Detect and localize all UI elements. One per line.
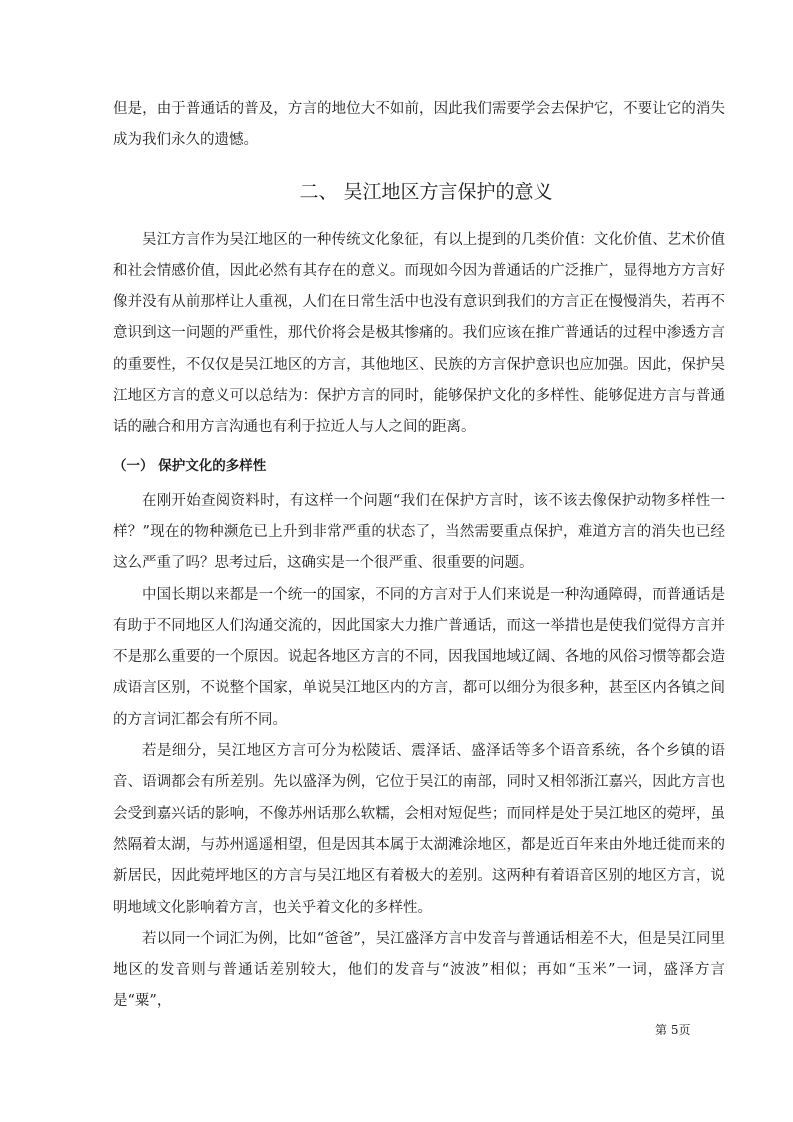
- body-paragraph: 若是细分，吴江地区方言可分为松陵话、震泽话、盛泽话等多个语音系统，各个乡镇的语音、语调都会有所差别。先以盛泽为例，它位于吴江的南部，同时又相邻浙江嘉兴，因此方言也会受到嘉兴话的影响，不像苏州话那么软糯，会相对短促些；而同样是处于吴江地区的菀坪，虽然隔着太湖，与苏州遥遥相望，但是因其本属于太湖滩涂地区，都是近百年来由外地迁徙而来的新居民，因此菀坪地区的方言与吴江地区有着极大的差别。这两种有着语音区别的地区方言，说明地域文化影响着方言，也关乎着文化的多样性。: [113, 743, 725, 916]
- section-heading: 二、 吴江地区方言保护的意义: [299, 180, 553, 203]
- section-paragraph: 吴江方言作为吴江地区的一种传统文化象征，有以上提到的几类价值：文化价值、艺术价值和社会情感价值，因此必然有其存在的意义。而现如今因为普通话的广泛推广，显得地方方言好像并没有从前那样让人重视，人们在日常生活中也没有意识到我们的方言正在慢慢消失，若再不意识到这一问题的严重性，那代价将会是极其惨痛的。我们应该在推广普通话的过程中渗透方言的重要性，不仅仅是吴江地区的方言，其他地区、民族的方言保护意识也应加强。因此，保护吴江地区方言的意义可以总结为：保护方言的同时，能够保护文化的多样性、能够促进方言与普通话的融合和用方言沟通也有利于拉近人与人之间的距离。: [113, 231, 725, 436]
- subsection-heading: （一） 保护文化的多样性: [113, 457, 267, 474]
- intro-paragraph: 但是，由于普通话的普及，方言的地位大不如前，因此我们需要学会去保护它，不要让它的消失成为我们永久的遗憾。: [113, 101, 725, 149]
- page-content: [113, 94, 725, 1018]
- body-paragraph: 在刚开始查阅资料时，有这样一个问题“我们在保护方言时，该不该去像保护动物多样性一样？”现在的物种濒危已上升到非常严重的状态了，当然需要重点保护，难道方言的消失也已经这么严重了吗？思考过后，这确实是一个很严重、很重要的问题。: [113, 492, 725, 572]
- page-number: 第 5页: [655, 1023, 691, 1037]
- body-paragraph: 中国长期以来都是一个统一的国家，不同的方言对于人们来说是一种沟通障碍，而普通话是有助于不同地区人们沟通交流的，因此国家大力推广普通话，而这一举措也是使我们觉得方言并不是那么重要的一个原因。说起各地区方言的不同，因我国地域辽阔、各地的风俗习惯等都会造成语言区别，不说整个国家，单说吴江地区内的方言，都可以细分为很多种，甚至区内各镇之间的方言词汇都会有所不同。: [113, 586, 725, 728]
- body-paragraph: 若以同一个词汇为例，比如“爸爸”，吴江盛泽方言中发音与普通话相差不大，但是吴江同里地区的发音则与普通话差别较大，他们的发音与“波波”相似；再如“玉米”一词，盛泽方言是“粟”，: [113, 930, 725, 1010]
